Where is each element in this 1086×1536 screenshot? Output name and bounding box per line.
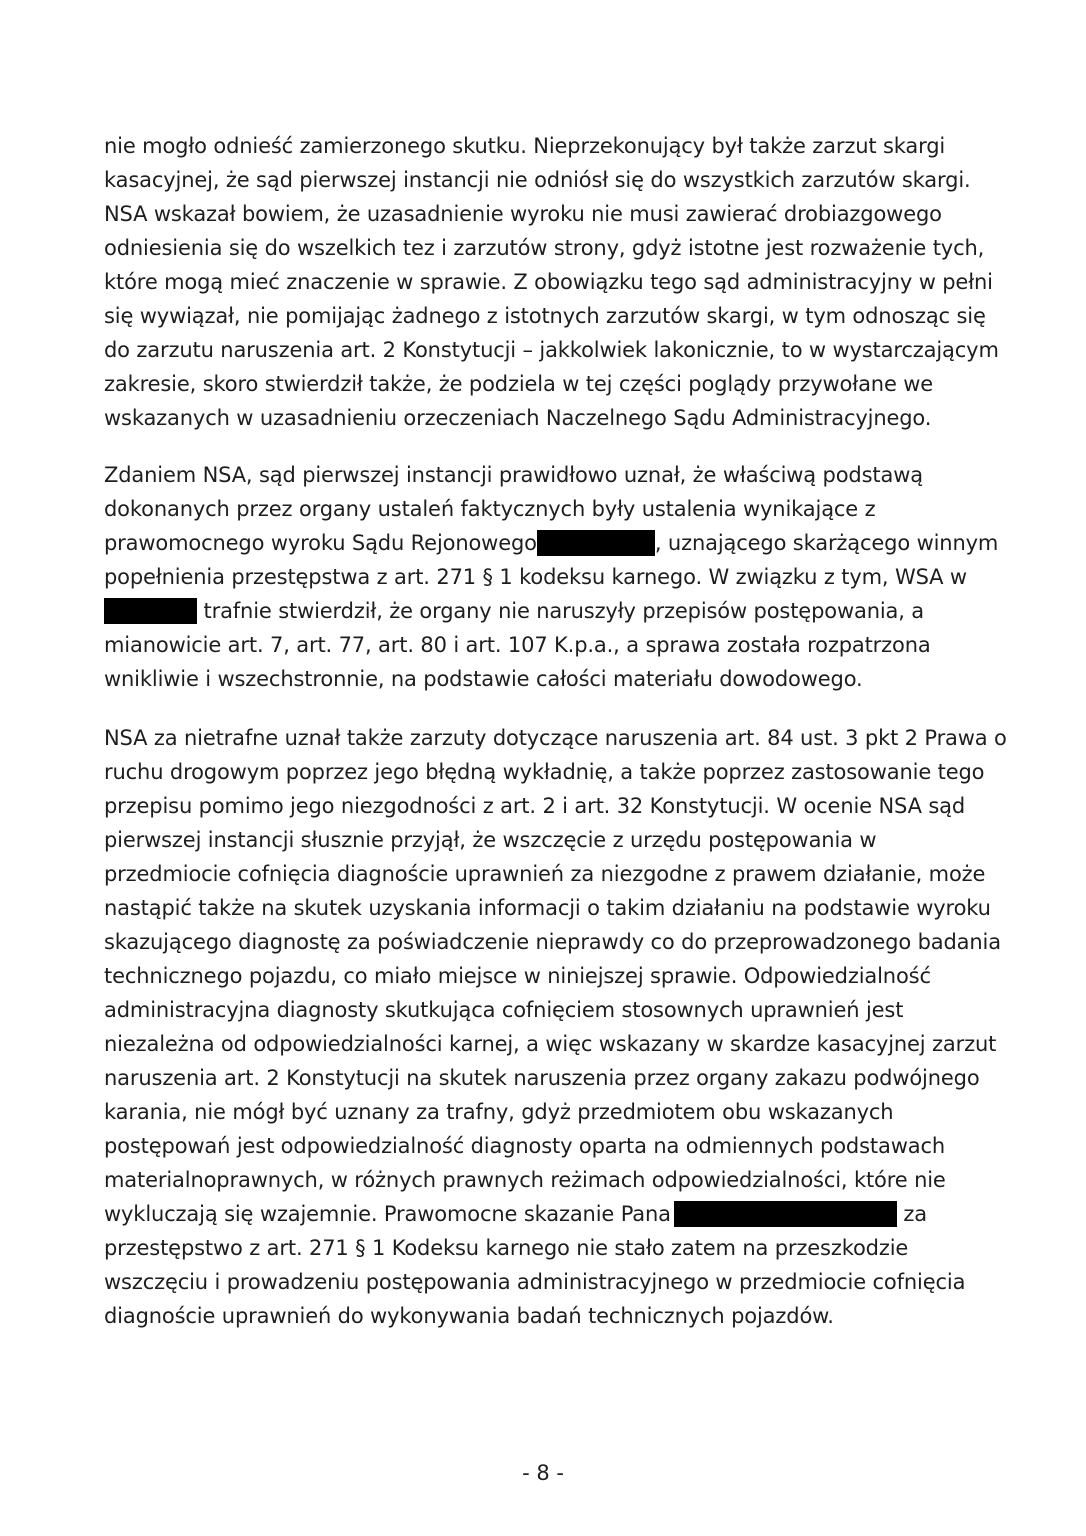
text-line: odniesienia się do wszelkich tez i zarzutów strony, gdyż istotne jest rozważenie tych, — [104, 236, 985, 260]
text-line: wszczęciu i prowadzeniu postępowania administracyjnego w przedmiocie cofnięcia — [104, 1270, 966, 1294]
text-line: materialnoprawnych, w różnych prawnych reżimach odpowiedzialności, które nie — [104, 1168, 946, 1192]
text-line: administracyjna diagnosty skutkująca cofnięciem stosownych uprawnień jest — [104, 998, 904, 1022]
page-number: - 8 - — [522, 1461, 564, 1485]
text-line — [104, 1197, 927, 1231]
text-line: popełnienia przestępstwa z art. 271 § 1 kodeksu karnego. W związku z tym, WSA w — [104, 565, 967, 589]
text-line: które mogą mieć znaczenie w sprawie. Z obowiązku tego sąd administracyjny w pełni — [104, 270, 993, 294]
text-line: wnikliwie i wszechstronnie, na podstawie całości materiału dowodowego. — [104, 667, 863, 691]
text-line: niezależna od odpowiedzialności karnej, a więc wskazany w skardze kasacyjnej zarzut — [104, 1032, 997, 1056]
text-line: mianowicie art. 7, art. 77, art. 80 i art. 107 K.p.a., a sprawa została rozpatrzona — [104, 633, 931, 657]
text-line: diagnoście uprawnień do wykonywania badań technicznych pojazdów. — [104, 1304, 834, 1328]
text-line: do zarzutu naruszenia art. 2 Konstytucji – jakkolwiek lakonicznie, to w wystarczającym — [104, 338, 999, 362]
text-line: dokonanych przez organy ustaleń faktycznych były ustalenia wynikające z — [104, 497, 876, 521]
text-line: technicznego pojazdu, co miało miejsce w niniejszej sprawie. Odpowiedzialność — [104, 964, 931, 988]
text-line: nastąpić także na skutek uzyskania informacji o takim działaniu na podstawie wyroku — [104, 896, 991, 920]
text-line: NSA za nietrafne uznał także zarzuty dotyczące naruszenia art. 84 ust. 3 pkt 2 Prawa o — [104, 726, 1007, 750]
text-line: się wywiązał, nie pomijając żadnego z istotnych zarzutów skargi, w tym odnosząc się — [104, 304, 986, 328]
text-line: naruszenia art. 2 Konstytucji na skutek naruszenia przez organy zakazu podwójnego — [104, 1066, 980, 1090]
redaction-block — [104, 598, 197, 624]
text-line: przestępstwo z art. 271 § 1 Kodeksu karnego nie stało zatem na przeszkodzie — [104, 1236, 909, 1260]
text-line: ruchu drogowym poprzez jego błędną wykładnię, a także poprzez zastosowanie tego — [104, 760, 985, 784]
text-line: pierwszej instancji słusznie przyjął, że wszczęcie z urzędu postępowania w — [104, 828, 877, 852]
text-line: postępowań jest odpowiedzialność diagnosty oparta na odmiennych podstawach — [104, 1134, 946, 1158]
text-line: przedmiocie cofnięcia diagnoście uprawnień za niezgodne z prawem działanie, może — [104, 862, 986, 886]
text-line: wskazanych w uzasadnieniu orzeczeniach Naczelnego Sądu Administracyjnego. — [104, 406, 932, 430]
text-line: przepisu pomimo jego niezgodności z art. 2 i art. 32 Konstytucji. W ocenie NSA sąd — [104, 794, 966, 818]
text-line: Zdaniem NSA, sąd pierwszej instancji prawidłowo uznał, że właściwą podstawą — [104, 463, 923, 487]
text-line: karania, nie mógł być uznany za trafny, gdyż przedmiotem obu wskazanych — [104, 1100, 894, 1124]
text-line: skazującego diagnostę za poświadczenie nieprawdy co do przeprowadzonego badania — [104, 930, 1001, 954]
text-segment: za — [896, 1202, 927, 1226]
text-segment: trafnie stwierdził, że organy nie naruszyły przepisów postępowania, a — [197, 599, 925, 623]
text-line: nie mogło odnieść zamierzonego skutku. Nieprzekonujący był także zarzut skargi — [104, 134, 946, 158]
text-segment: wykluczają się wzajemnie. Prawomocne skazanie Pana — [104, 1202, 671, 1226]
text-line: NSA wskazał bowiem, że uzasadnienie wyroku nie musi zawierać drobiazgowego — [104, 202, 942, 226]
redaction-block — [674, 1201, 897, 1227]
text-line: kasacyjnej, że sąd pierwszej instancji nie odniósł się do wszystkich zarzutów skargi. — [104, 168, 971, 192]
redaction-block — [537, 530, 655, 556]
text-segment: , uznającego skarżącego winnym — [654, 531, 999, 555]
text-line — [104, 526, 998, 560]
text-line: zakresie, skoro stwierdził także, że podziela w tej części poglądy przywołane we — [104, 372, 934, 396]
text-line — [104, 594, 924, 628]
text-segment: prawomocnego wyroku Sądu Rejonowego — [104, 531, 537, 555]
